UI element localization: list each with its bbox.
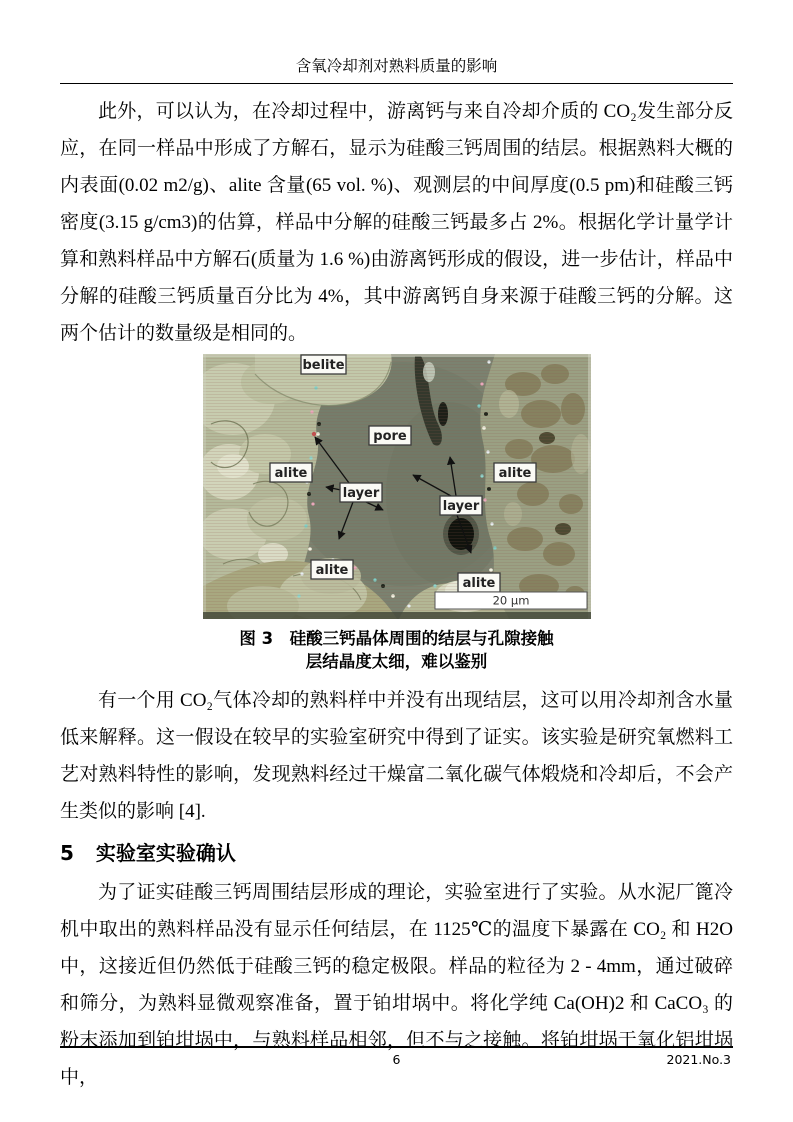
scale-bar-label: 20 μm	[492, 593, 529, 608]
running-header	[60, 56, 733, 84]
figure-3	[60, 354, 733, 673]
label-layer-left: layer	[342, 486, 379, 501]
page-number: 6	[392, 1052, 401, 1067]
label-layer-right: layer	[442, 499, 479, 514]
page-content	[60, 93, 733, 1096]
scale-bar	[435, 592, 587, 609]
section-5-heading	[60, 839, 733, 867]
label-alite-left: alite	[274, 466, 307, 481]
label-alite-bottom: alite	[315, 563, 348, 578]
label-alite-right: alite	[498, 466, 531, 481]
paragraph-3: 为了证实硅酸三钙周围结层形成的理论，实验室进行了实验。从水泥厂篦冷机中取出的熟料样品没有显示任何结层，在 1125℃的温度下暴露在 CO₂ 和 H2O 中，这接近但仍然低于硅酸三钙的稳定极限。样品的粒径为 2 - 4mm，通过破碎和筛分，为熟料显微观察准备，置于铂坩埚中。将化学纯 Ca(OH)2 和 CaCO₃ 的粉末添加到铂坩埚中，与熟料样品相邻，但不与之接触。将铂坩埚于氧化铝坩埚中，	[60, 882, 733, 1088]
layer-marker-dot	[311, 432, 315, 436]
paragraph-2: 有一个用 CO₂气体冷却的熟料样中并没有出现结层，这可以用冷却剂含水量低来解释。这一假设在较早的实验室研究中得到了证实。该实验是研究氧燃料工艺对熟料特性的影响，发现熟料经过干燥富二氧化碳气体煅烧和冷却后，不会产生类似的影响 [4].	[60, 690, 733, 822]
label-alite-bottom-right: alite	[462, 576, 495, 591]
section-number: 5	[60, 841, 74, 865]
issue-label: 2021.No.3	[666, 1052, 731, 1067]
page-footer	[60, 1046, 733, 1070]
figure-caption-line1: 图 3 硅酸三钙晶体周围的结层与孔隙接触	[239, 629, 554, 648]
label-pore: pore	[372, 429, 407, 444]
figure-caption-line2: 层结晶度太细，难以鉴别	[305, 652, 488, 671]
section-title: 实验室实验确认	[95, 841, 236, 865]
label-belite: belite	[301, 358, 345, 373]
paragraph-1: 此外，可以认为，在冷却过程中，游离钙与来自冷却介质的 CO₂发生部分反应，在同一样品中形成了方解石，显示为硅酸三钙周围的结层。根据熟料大概的内表面(0.02 m2/g)、alite 含量(65 vol. %)、观测层的中间厚度(0.5 pm)和硅酸三钙密度(3.15 g/cm3)的估算，样品中分解的硅酸三钙最多占 2%。根据化学计量学计算和熟料样品中方解石(质量为 1.6 %)由游离钙形成的假设，进一步估计，样品中分解的硅酸三钙质量百分比为 4%，其中游离钙自身来源于硅酸三钙的分解。这两个估计的数量级是相同的。	[60, 101, 733, 344]
micrograph-image	[203, 354, 591, 619]
running-header-title: 含氧冷却剂对熟料质量的影响	[295, 58, 498, 75]
